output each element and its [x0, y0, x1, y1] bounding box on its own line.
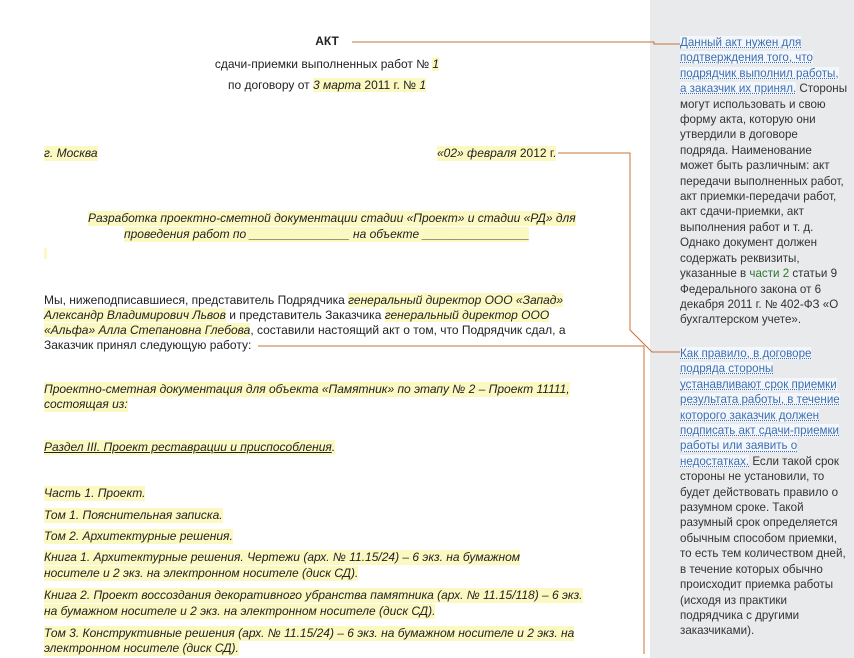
note2-line: (исходя из практики [680, 593, 787, 607]
note2-link-7[interactable]: работы или заявить о [680, 439, 798, 453]
book1-line-2: носителе и 2 экз. на электронном носителе (диск СД). [44, 566, 359, 580]
note1-line: форму акта, которую они [680, 113, 816, 127]
note2-link-6[interactable]: подписать акт сдачи-приемки [680, 424, 840, 438]
book2-line-1: Книга 2. Проект воссоздания декоративного убранства памятника (арх. № 11.15/118) – 6 экз. [44, 588, 583, 602]
vol2-line: Том 2. Архитектурные решения. [44, 529, 233, 543]
note1-line: акт сдачи-приемки, акт [680, 205, 804, 219]
note1-line: содержать реквизиты, [680, 251, 800, 265]
connector-title [352, 42, 680, 44]
vol3-line-1: Том 3. Конструктивные решения (арх. № 11.15/24) – 6 экз. на бумажном носителе и 2 экз. на [44, 626, 575, 640]
note2-link-4[interactable]: результата работы, в течение [680, 393, 840, 407]
note-act-purpose: Данный акт нужен для подтверждения того, что подрядчик выполнил работы, а заказчик их принял. Стороны могут использовать и свою форму акта, которую они утвердили в договоре подряда. Наименование может быть различным: акт передачи выполненных работ, акт приемки-передачи работ, акт сдачи-приемки, акт выполнения работ и т. д. Однако документ должен содержать реквизиты, указанные в части 2 статьи 9 Федерального закона от 6 декабря 2011 г. № 402-ФЗ «О бухгалтерском учете». [680, 35, 852, 328]
note2-line: то есть тем количеством дней, [680, 547, 846, 561]
doc-city: г. Москва [44, 146, 98, 160]
doc-title: АКТ [315, 34, 339, 48]
note2-link-3[interactable]: устанавливают срок приемки [680, 377, 837, 391]
connector-date [558, 153, 680, 352]
note2-line: будет действовать правило о [680, 485, 839, 499]
note2-line: подрядчика с другими [680, 608, 800, 622]
note1-line: может быть различным: акт [680, 159, 830, 173]
note1-link-3[interactable]: подрядчик выполнил работы, [680, 66, 839, 80]
note2-line: заказчиками). [680, 624, 755, 638]
note1-line: могут использовать и свою [680, 97, 826, 111]
work-line-1: Проектно-сметная документация для объекта «Памятник» по этапу № 2 – Проект 11111, [44, 382, 570, 396]
note2-link-2[interactable]: подряда стороны [680, 362, 774, 376]
note1-line: подряда. Наименование [680, 143, 812, 157]
section-heading: Раздел III. Проект реставрации и приспособления. [44, 440, 336, 454]
note1-line: акт приемки-передачи работ, [680, 190, 837, 204]
note2-line: стороны не установили, то [680, 470, 825, 484]
note2-link-1[interactable]: Как правило, в договоре [680, 347, 812, 360]
intro-line-3: «Альфа» Алла Степановна Глебова, составили настоящий акт о том, что Подрядчик сдал, а [44, 323, 566, 337]
part-line: Часть 1. Проект. [44, 486, 146, 500]
book2-line-2: на бумажном носителе и 2 экз. на электронном носителе (диск СД). [44, 604, 436, 618]
note2-link-5[interactable]: которого заказчик должен [680, 408, 820, 422]
note1-line: бухгалтерском учете». [680, 313, 802, 327]
intro-line-2: Александр Владимирович Львов и представитель Заказчика генеральный директор ООО [44, 308, 550, 322]
note1-link-1[interactable]: Данный акт нужен для [680, 36, 802, 49]
note1-link-2[interactable]: подтверждения того, что [680, 51, 813, 65]
note2-line: разумный срок определяется [680, 516, 838, 530]
intro-line-1: Мы, нижеподписавшиеся, представитель Подрядчика генеральный директор ООО «Запад» [44, 293, 564, 307]
note2-line: происходит приемка работы [680, 578, 834, 592]
book1-line-1: Книга 1. Архитектурные решения. Чертежи (арх. № 11.15/24) – 6 экз. на бумажном [44, 550, 520, 564]
vol3-line-2: электронном носителе (диск СД). [44, 641, 239, 655]
doc-contract: по договору от 3 марта 2011 г. № 1 [227, 78, 427, 92]
vol1-line: Том 1. Пояснительная записка. [44, 508, 223, 522]
note2-line: обычным способом приемки, [680, 531, 837, 545]
work-line-2: состоящая из: [44, 397, 128, 411]
note1-line: утвердили в договоре [680, 128, 798, 142]
note1-line: выполнения работ и т. д. [680, 220, 814, 234]
note1-line: Федерального закона от 6 [680, 282, 822, 296]
doc-subject-2: проведения работ по _______________ на объекте ________________ [124, 227, 530, 241]
doc-subtitle: сдачи-приемки выполненных работ № 1 [214, 57, 440, 71]
intro-line-4: Заказчик принял следующую работу: [44, 338, 252, 352]
connector-work [258, 346, 644, 654]
note2-link-8[interactable]: недостатках. [680, 454, 750, 468]
doc-date: «02» февраля 2012 г. [437, 146, 557, 160]
doc-subject-1: Разработка проектно-сметной документации стадии «Проект» и стадии «РД» для [88, 211, 576, 225]
note2-line: в течение которых обычно [680, 562, 823, 576]
note-acceptance-term: Как правило, в договоре подряда стороны устанавливают срок приемки результата работы, в течение которого заказчик должен подписать акт сдачи-приемки работы или заявить о недостатках. Если такой срок стороны не установили, то будет действовать правило о разумном сроке. Такой разумный срок определяется обычным способом приемки, то есть тем количеством дней, в течение которых обычно происходит приемка работы (исходя из практики подрядчика с другими заказчиками). [680, 346, 852, 639]
note2-line: разумном сроке. Такой [680, 501, 804, 515]
note1-line: передачи выполненных работ, [680, 174, 844, 188]
law-part-link[interactable]: части 2 [749, 267, 790, 281]
note1-line: декабря 2011 г. № 402-ФЗ «О [680, 297, 839, 311]
note1-line: Однако документ должен [680, 236, 818, 250]
note1-link-4[interactable]: а заказчик их принял. [680, 82, 797, 96]
